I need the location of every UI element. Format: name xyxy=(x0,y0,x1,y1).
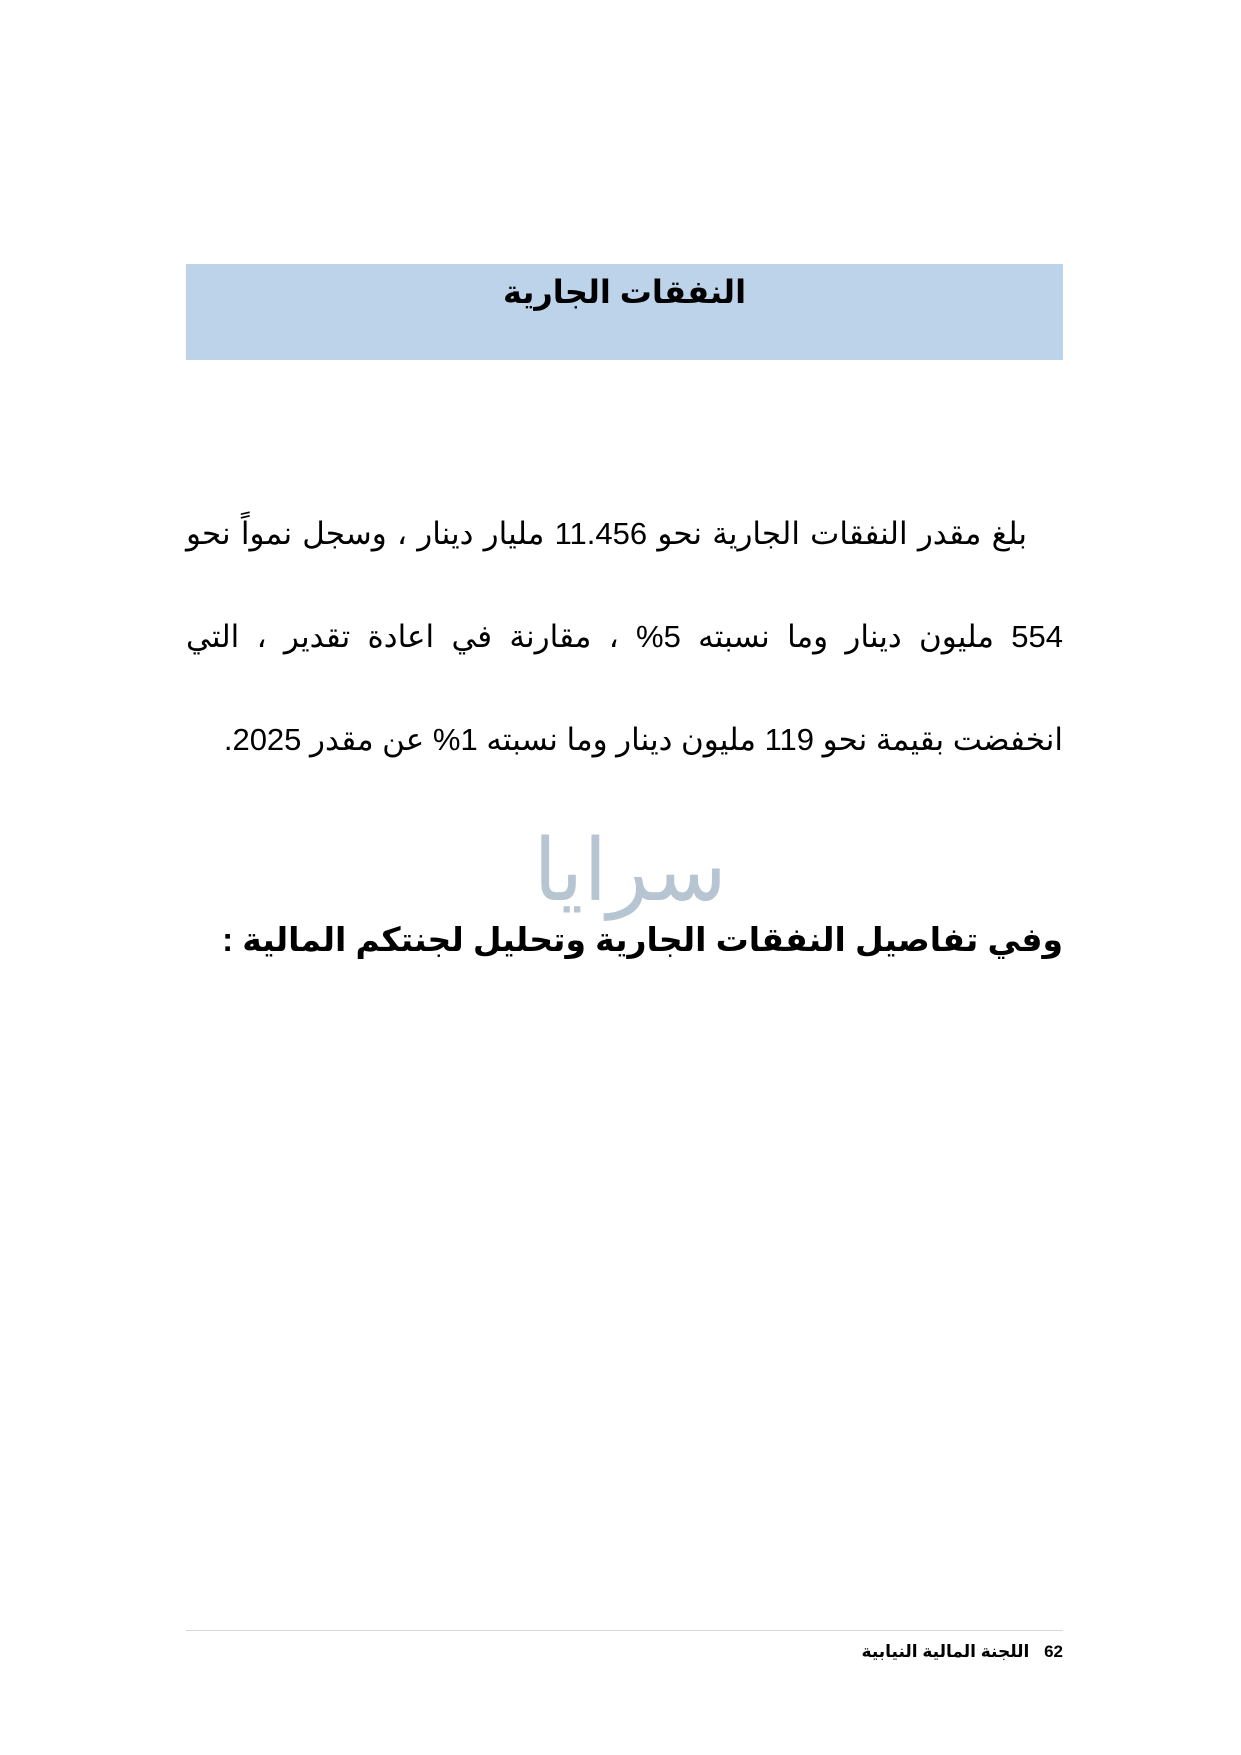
details-subheading: وفي تفاصيل النفقات الجارية وتحليل لجنتكم المالية : xyxy=(222,921,1063,958)
page-footer xyxy=(186,1640,1063,1664)
footer-committee-name: اللجنة المالية النيابية xyxy=(861,1642,1030,1661)
section-title-banner xyxy=(186,264,1063,360)
footer-divider xyxy=(186,1630,1063,1631)
section-title: النفقات الجارية xyxy=(502,274,747,310)
body-paragraph: بلغ مقدر النفقات الجارية نحو 11.456 مليار دينار ، وسجل نمواً نحو 554 مليون دينار وما نسبته 5% ، مقارنة في اعادة تقدير ، التي انخفضت بقيمة نحو 119 مليون دينار وما نسبته 1% عن مقدر 2025. xyxy=(186,516,1064,757)
watermark-logo: سرايا xyxy=(533,823,727,919)
page-number: 62 xyxy=(1044,1642,1063,1661)
